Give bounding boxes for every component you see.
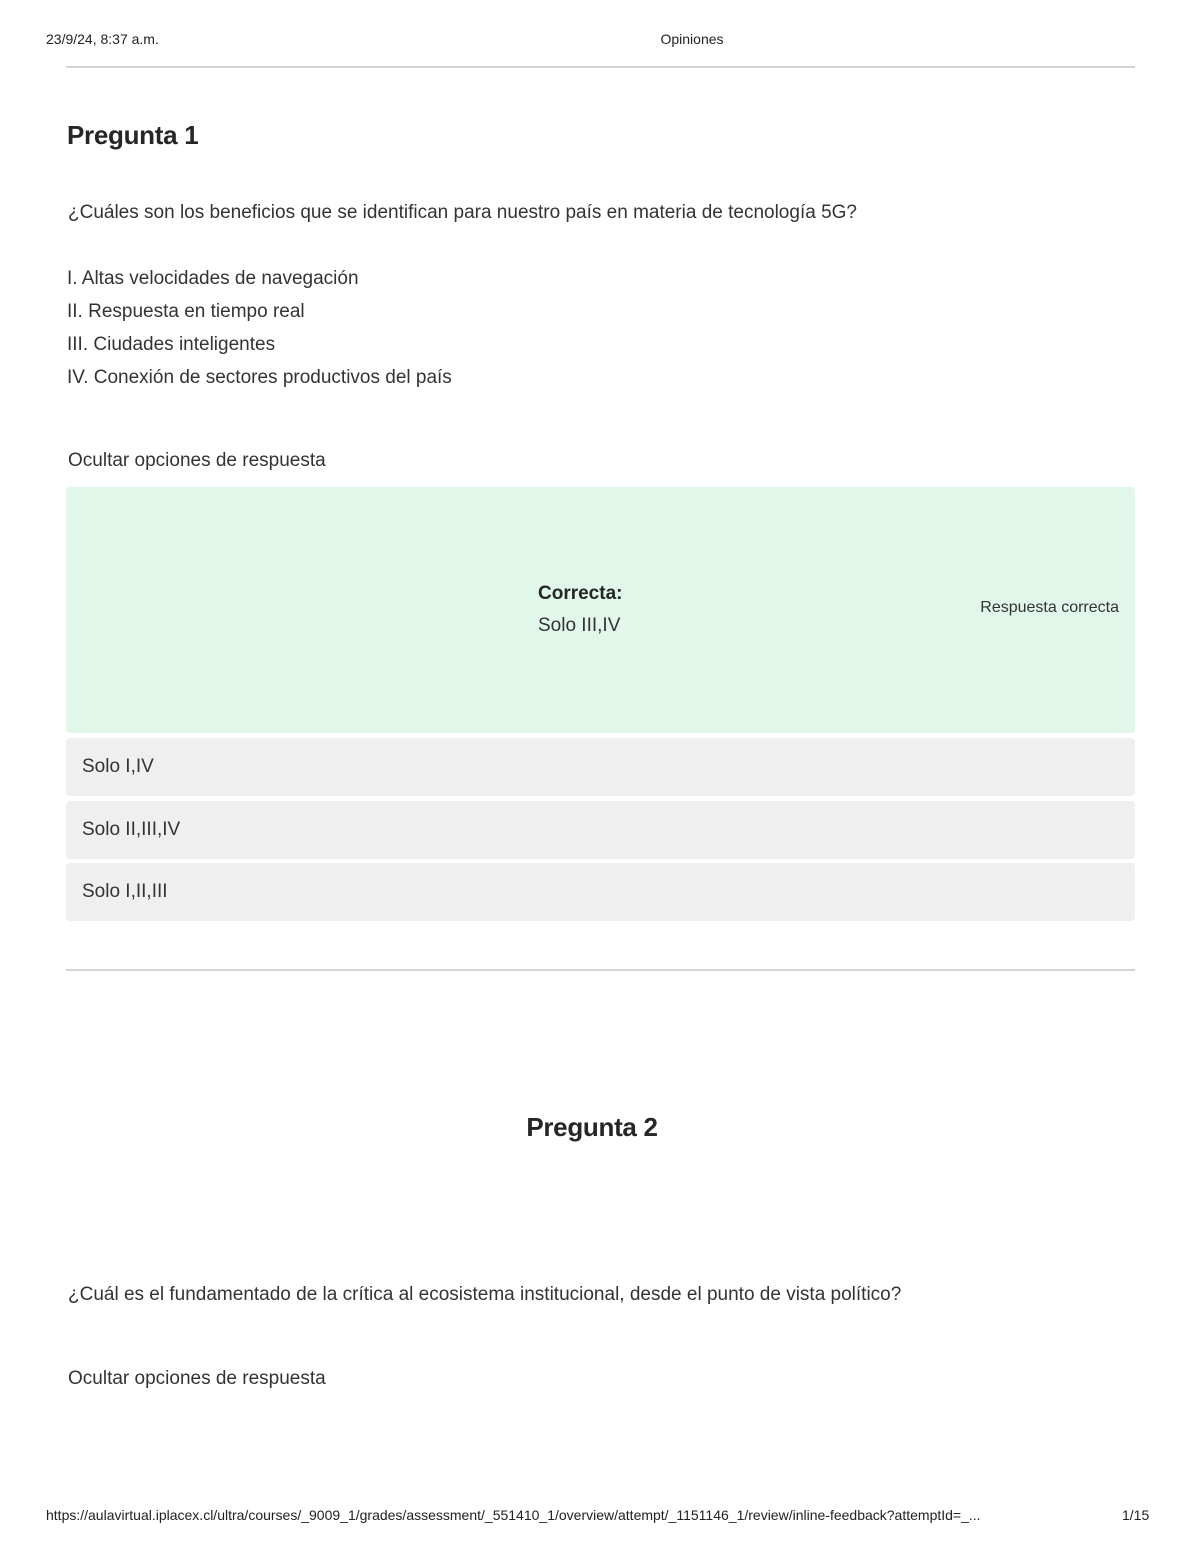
page-number: 1/15 (1122, 1507, 1150, 1523)
answer-option-label: Solo I,II,III (82, 881, 168, 902)
hide-answer-options-toggle-2[interactable]: Ocultar opciones de respuesta (68, 1368, 326, 1389)
question-1-text: ¿Cuáles son los beneficios que se identifican para nuestro país en materia de tecnología 5G? (68, 202, 857, 223)
answer-option[interactable] (66, 801, 1135, 859)
question-2-text: ¿Cuál es el fundamentado de la crítica al ecosistema institucional, desde el punto de vista político? (68, 1284, 902, 1305)
statement-item: II. Respuesta en tiempo real (67, 301, 305, 322)
correct-label: Correcta: (538, 583, 623, 604)
statement-item: IV. Conexión de sectores productivos del país (67, 367, 452, 388)
page-title: Opiniones (660, 31, 724, 47)
correct-answer-badge: Respuesta correcta (980, 599, 1119, 616)
hide-answer-options-toggle[interactable]: Ocultar opciones de respuesta (68, 450, 326, 471)
statement-item: I. Altas velocidades de navegación (67, 268, 359, 289)
answer-option-label: Solo I,IV (82, 756, 154, 777)
answer-option[interactable] (66, 738, 1135, 796)
statement-item: III. Ciudades inteligentes (67, 334, 276, 355)
question-1-heading: Pregunta 1 (67, 120, 199, 150)
question-2-heading: Pregunta 2 (526, 1112, 658, 1142)
page-url: https://aulavirtual.iplacex.cl/ultra/courses/_9009_1/grades/assessment/_551410_1/overview/attempt/_1151146_1/review/inline-feedback?attemptId=_... (46, 1507, 981, 1523)
correct-answer-text: Solo III,IV (538, 615, 621, 636)
answer-option-label: Solo II,III,IV (82, 819, 181, 840)
correct-answer-panel (66, 487, 1135, 733)
print-date: 23/9/24, 8:37 a.m. (46, 31, 159, 47)
answer-option[interactable] (66, 863, 1135, 921)
question-divider (66, 969, 1135, 971)
top-divider (66, 66, 1135, 68)
